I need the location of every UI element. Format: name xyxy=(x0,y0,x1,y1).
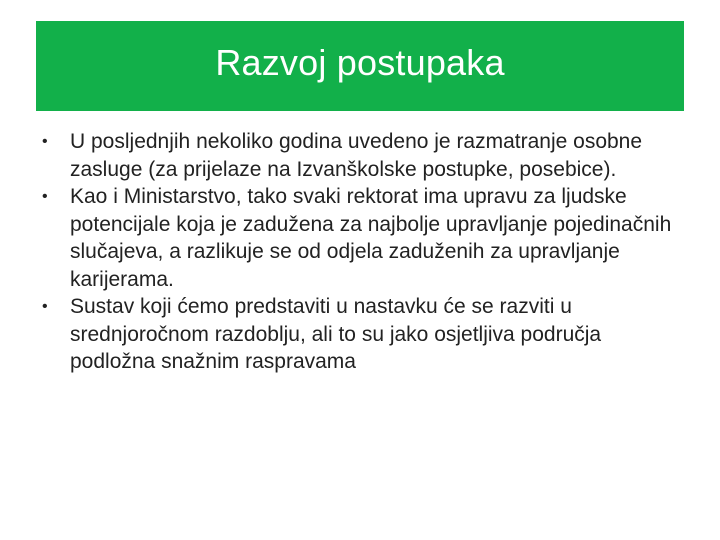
bullet-item xyxy=(36,293,684,376)
title-bar xyxy=(36,21,684,111)
bullet-text: Sustav koji ćemo predstaviti u nastavku će se razviti u srednjoročnom razdoblju, ali to su jako osjetljiva područja podložna snažnim raspravama xyxy=(70,295,602,373)
bullet-list xyxy=(36,128,684,376)
bullet-dot-icon: • xyxy=(42,133,48,150)
bullet-item xyxy=(36,128,684,183)
slide-content xyxy=(36,128,684,376)
bullet-dot-icon: • xyxy=(42,188,48,205)
slide-title: Razvoj postupaka xyxy=(215,42,505,83)
bullet-text: U posljednjih nekoliko godina uvedeno je razmatranje osobne zasluge (za prijelaze na Izvanškolske postupke, posebice). xyxy=(70,130,643,181)
bullet-text: Kao i Ministarstvo, tako svaki rektorat ima upravu za ljudske potencijale koja je zadužena za najbolje upravljanje pojedinačnih slučajeva, a razlikuje se od odjela zaduženih za upravljanje karijerama. xyxy=(70,185,672,291)
bullet-dot-icon: • xyxy=(42,298,48,315)
bullet-item xyxy=(36,183,684,293)
